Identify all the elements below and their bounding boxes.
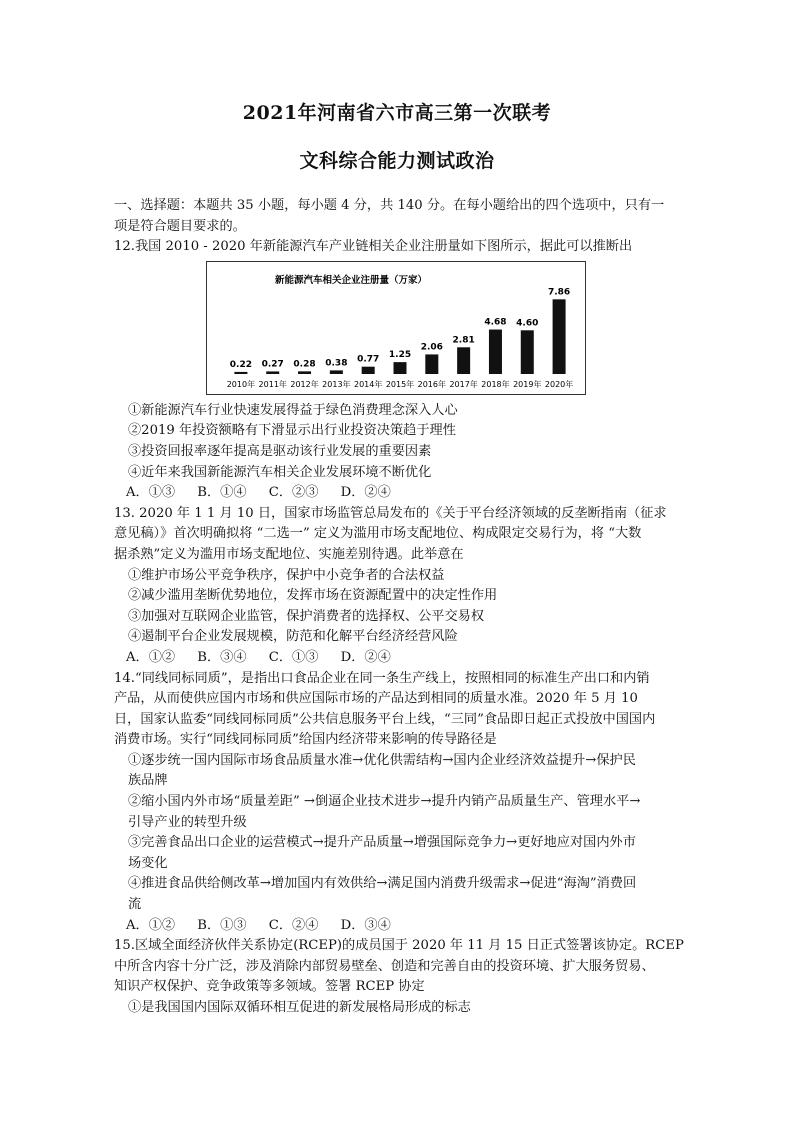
q12-option-c[interactable]: C．②③	[268, 485, 319, 501]
q14-option-c[interactable]: C．②④	[268, 917, 319, 933]
q14-item-2-line-2: 引导产业的转型升级	[128, 814, 247, 830]
q14-stem-line-4: 消费市场。实行“同线同标同质”给国内经济带来影响的传导路径是	[114, 732, 497, 748]
bar-2015年	[394, 362, 407, 374]
q12-options	[114, 483, 684, 504]
q12-item-3: ③投资回报率逐年提高是驱动该行业发展的重要因素	[128, 443, 432, 459]
q13-options	[114, 648, 684, 669]
q13-option-c[interactable]: C．①③	[268, 649, 319, 665]
data-label-2010年: 0.22	[229, 359, 253, 370]
section-header-line-1: 一、选择题：本题共 35 小题，每小题 4 分，共 140 分。在每小题给出的四个选项中，只有一	[114, 198, 665, 213]
x-tick-2014年: 2014年	[354, 379, 383, 389]
bar-2013年	[330, 370, 343, 374]
q13-option-d[interactable]: D．②④	[340, 649, 391, 665]
q14-item-3-line-1: ③完善食品出口企业的运营模式→提升产品质量→增强国际竞争力→更好地应对国内外市	[128, 835, 636, 851]
x-tick-2011年: 2011年	[258, 379, 287, 389]
data-label-2018年: 4.68	[484, 317, 507, 328]
bar-2011年	[266, 371, 279, 374]
q13-stem-line-2: 意见稿）》首次明确拟将 “二选一” 定义为滥用市场支配地位、构成限定交易行为，将 “大数	[114, 526, 642, 542]
q14-item-2-line-1: ②缩小国内外市场“质量差距” →倒逼企业技术进步→提升内销产品质量生产、管理水平→	[128, 794, 641, 810]
data-label-2017年: 2.81	[452, 335, 475, 346]
page-title: 2021年河南省六市高三第一次联考	[242, 102, 552, 124]
q14-option-d[interactable]: D．③④	[340, 917, 391, 933]
q14-item-4-line-1: ④推进食品供给侧改革→增加国内有效供给→满足国内消费升级需求→促进“海淘”消费回	[128, 876, 637, 892]
q14-stem-line-1: 14.“同线同标同质”，是指出口食品企业在同一条生产线上，按照相同的标准生产出口和内销	[114, 670, 650, 686]
x-tick-2015年: 2015年	[385, 379, 415, 389]
q14-item-4-line-2: 流	[128, 897, 142, 913]
bar-2017年	[457, 347, 470, 374]
q13-option-b[interactable]: B．③④	[197, 649, 247, 665]
q13-item-3: ③加强对互联网企业监管，保护消费者的选择权、公平交易权	[128, 608, 485, 624]
q15-item-1: ①是我国国内国际双循环相互促进的新发展格局形成的标志	[128, 1000, 471, 1015]
x-tick-2017年: 2017年	[449, 379, 478, 389]
q14-item-1-line-1: ①逐步统一国内国际市场食品质量水准→优化供需结构→国内企业经济效益提升→保护民	[128, 752, 636, 768]
q14-item-3-line-2: 场变化	[128, 855, 168, 871]
q15-stem-line-1: 15.区域全面经济伙伴关系协定(RCEP)的成员国于 2020 年 11 月 15 日正式签署该协定。RCEP	[114, 938, 684, 954]
data-label-2012年: 0.28	[293, 359, 316, 370]
q15-stem-line-3: 知识产权保护、竞争政策等多领域。签署 RCEP 协定	[114, 979, 425, 995]
data-label-2013年: 0.38	[325, 358, 348, 369]
q12-option-d[interactable]: D．②④	[340, 485, 391, 501]
q12-item-4: ④近年来我国新能源汽车相关企业发展环境不断优化	[128, 464, 432, 480]
data-label-2019年: 4.60	[516, 318, 539, 329]
q12-stem: 12.我国 2010 - 2020 年新能源汽车产业链相关企业注册量如下图所示，据此可以推断出	[114, 239, 633, 255]
q15-stem-line-2: 中所含内容十分广泛，涉及消除内部贸易壁垒、创造和完善自由的投资环境、扩大服务贸易、	[114, 958, 655, 974]
q13-option-a[interactable]: A．①②	[126, 649, 176, 665]
q14-option-b[interactable]: B．①③	[197, 917, 247, 933]
bar-2010年	[234, 372, 247, 374]
x-tick-2019年: 2019年	[513, 379, 542, 389]
data-label-2016年: 2.06	[420, 342, 443, 353]
q14-stem-line-2: 产品，从而使供应国内市场和供应国际市场的产品达到相同的质量水准。2020 年 5 月 10	[114, 691, 638, 707]
x-tick-2018年: 2018年	[481, 379, 510, 389]
x-tick-2020年: 2020年	[544, 379, 574, 389]
q14-option-a[interactable]: A．①②	[126, 917, 176, 933]
x-tick-2016年: 2016年	[417, 379, 446, 389]
bar-2014年	[362, 366, 375, 373]
q12-item-2: ②2019 年投资额略有下滑显示出行业投资决策趋于理性	[128, 423, 456, 439]
bar-2016年	[425, 354, 438, 374]
bar-chart-svg	[207, 262, 585, 394]
section-header-line-2: 项是符合题目要求的。	[114, 218, 246, 234]
q14-options	[114, 916, 684, 937]
data-label-2011年: 0.27	[261, 359, 284, 370]
x-tick-2013年: 2013年	[322, 379, 351, 389]
q12-option-b[interactable]: B．①④	[197, 485, 247, 501]
q12-item-1: ①新能源汽车行业快速发展得益于绿色消费理念深入人心	[128, 402, 458, 418]
q14-stem-line-3: 日，国家认监委“同线同标同质”公共信息服务平台上线，“三同”食品即日起正式投放中国国内	[114, 711, 656, 727]
bar-2012年	[298, 371, 311, 374]
bar-2019年	[521, 330, 534, 374]
page-subtitle: 文科综合能力测试政治	[299, 150, 495, 172]
q13-item-2: ②减少滥用垄断优势地位，发挥市场在资源配置中的决定性作用	[128, 588, 498, 604]
q14-item-1-line-2: 族品牌	[128, 773, 168, 789]
data-label-2014年: 0.77	[357, 354, 380, 365]
q13-stem-line-1: 13. 2020 年 1 1 月 10 日，国家市场监管总局发布的《关于平台经济领域的反垄断指南（征求	[114, 505, 667, 521]
q13-item-4: ④遏制平台企业发展规模，防范和化解平台经济经营风险	[128, 629, 458, 645]
chart-title: 新能源汽车相关企业注册量（万家）	[275, 274, 428, 286]
bar-2020年	[553, 299, 566, 374]
x-tick-2010年: 2010年	[226, 379, 256, 389]
x-tick-2012年: 2012年	[290, 379, 319, 389]
q12-option-a[interactable]: A．①③	[126, 485, 176, 501]
q13-item-1: ①维护市场公平竞争秩序，保护中小竞争者的合法权益	[128, 567, 445, 583]
bar-chart	[206, 261, 586, 395]
data-label-2015年: 1.25	[388, 349, 412, 360]
bar-2018年	[489, 329, 502, 373]
data-label-2020年: 7.86	[547, 287, 571, 298]
exam-body	[114, 196, 684, 1019]
q13-stem-line-3: 据杀熟”定义为滥用市场支配地位、实施差别待遇。此举意在	[114, 546, 464, 562]
